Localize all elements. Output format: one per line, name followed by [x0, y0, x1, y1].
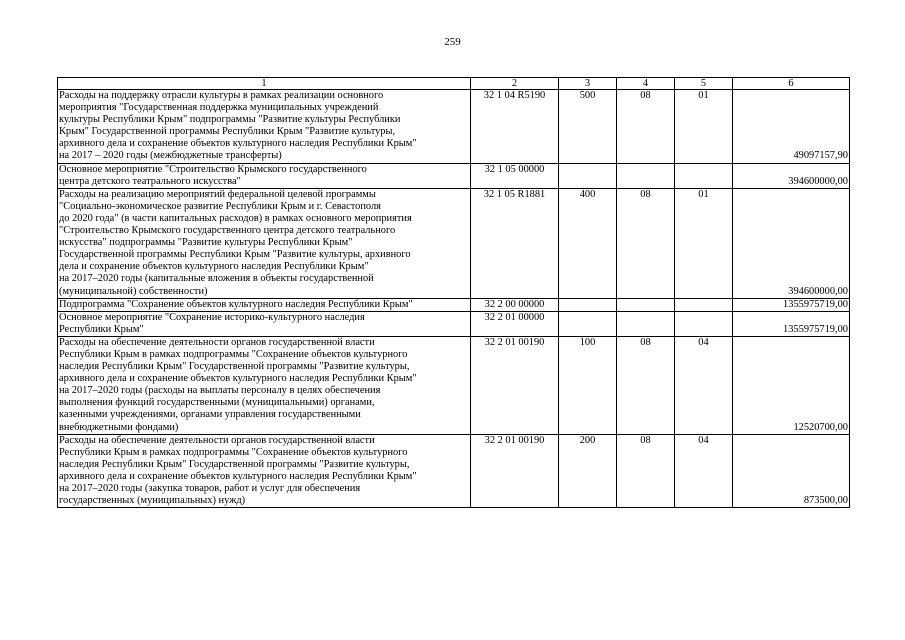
row-section: 08 [617, 188, 675, 298]
column-header: 2 [471, 78, 559, 90]
row-description: Расходы на обеспечение деятельности органов государственной власти Республики Крым в рамках подпрограммы "Сохранение объектов культурного наследия Республики Крым" Государственной программы "Развитие культуры, архивного дела и сохранение объектов культурного наследия Республики Крым" на 2017–2020 годы (расходы на выплаты персоналу в целях обеспечения выполнения функций государственными (муниципальными) органами, казенными учреждениями, органами управления государственными внебюджетными фондами) [58, 336, 471, 434]
row-section: 08 [617, 434, 675, 508]
table-header-row [58, 78, 850, 90]
row-subsection: 01 [675, 188, 733, 298]
row-expense-type: 100 [559, 336, 617, 434]
table-row [58, 90, 850, 164]
row-section: 08 [617, 336, 675, 434]
table-row [58, 298, 850, 311]
table-row [58, 311, 850, 336]
budget-table [57, 77, 850, 508]
row-subsection: 01 [675, 90, 733, 164]
table-row [58, 188, 850, 298]
column-header: 6 [733, 78, 850, 90]
column-header: 3 [559, 78, 617, 90]
row-code: 32 1 04 R5190 [471, 90, 559, 164]
column-header: 4 [617, 78, 675, 90]
row-expense-type [559, 298, 617, 311]
column-header: 1 [58, 78, 471, 90]
table-row [58, 434, 850, 508]
page-number: 259 [444, 36, 461, 48]
row-section [617, 298, 675, 311]
row-expense-type: 500 [559, 90, 617, 164]
row-expense-type: 200 [559, 434, 617, 508]
row-code: 32 1 05 R1881 [471, 188, 559, 298]
row-amount: 12520700,00 [733, 336, 850, 434]
row-expense-type [559, 163, 617, 188]
row-section: 08 [617, 90, 675, 164]
row-code: 32 2 01 00190 [471, 336, 559, 434]
row-description: Основное мероприятие "Сохранение историко-культурного наследия Республики Крым" [58, 311, 471, 336]
row-subsection [675, 298, 733, 311]
row-description: Расходы на реализацию мероприятий федеральной целевой программы "Социально-экономическое развитие Республики Крым и г. Севастополя до 2020 года" (в части капитальных расходов) в рамках основного мероприятия "Строительство Крымского государственного центра детского театрального искусства" подпрограммы "Развитие культуры Республики Крым" Государственной программы Республики Крым "Развитие культуры, архивного дела и сохранение объектов культурного наследия Республики Крым" на 2017–2020 годы (капитальные вложения в объекты государственной (муниципальной) собственности) [58, 188, 471, 298]
row-amount: 873500,00 [733, 434, 850, 508]
row-code: 32 2 00 00000 [471, 298, 559, 311]
row-amount: 1355975719,00 [733, 298, 850, 311]
table-row [58, 336, 850, 434]
column-header: 5 [675, 78, 733, 90]
row-amount: 394600000,00 [733, 188, 850, 298]
row-section [617, 311, 675, 336]
row-amount: 1355975719,00 [733, 311, 850, 336]
row-code: 32 2 01 00000 [471, 311, 559, 336]
row-expense-type [559, 311, 617, 336]
row-code: 32 1 05 00000 [471, 163, 559, 188]
row-subsection: 04 [675, 336, 733, 434]
row-subsection [675, 163, 733, 188]
table-row [58, 163, 850, 188]
row-subsection [675, 311, 733, 336]
row-subsection: 04 [675, 434, 733, 508]
row-description: Расходы на поддержку отрасли культуры в рамках реализации основного мероприятия "Государственная поддержка муниципальных учреждений культуры Республики Крым" подпрограммы "Развитие культуры Республики Крым" Государственной программы Республики Крым "Развитие культуры, архивного дела и сохранение объектов культурного наследия Республики Крым" на 2017 – 2020 годы (межбюджетные трансферты) [58, 90, 471, 164]
row-amount: 394600000,00 [733, 163, 850, 188]
row-expense-type: 400 [559, 188, 617, 298]
row-description: Подпрограмма "Сохранение объектов культурного наследия Республики Крым" [58, 298, 471, 311]
row-description: Расходы на обеспечение деятельности органов государственной власти Республики Крым в рамках подпрограммы "Сохранение объектов культурного наследия Республики Крым" Государственной программы "Развитие культуры, архивного дела и сохранение объектов культурного наследия Республики Крым" на 2017–2020 годы (закупка товаров, работ и услуг для обеспечения государственных (муниципальных) нужд) [58, 434, 471, 508]
row-amount: 49097157,90 [733, 90, 850, 164]
row-description: Основное мероприятие "Строительство Крымского государственного центра детского театрального искусства" [58, 163, 471, 188]
row-section [617, 163, 675, 188]
row-code: 32 2 01 00190 [471, 434, 559, 508]
